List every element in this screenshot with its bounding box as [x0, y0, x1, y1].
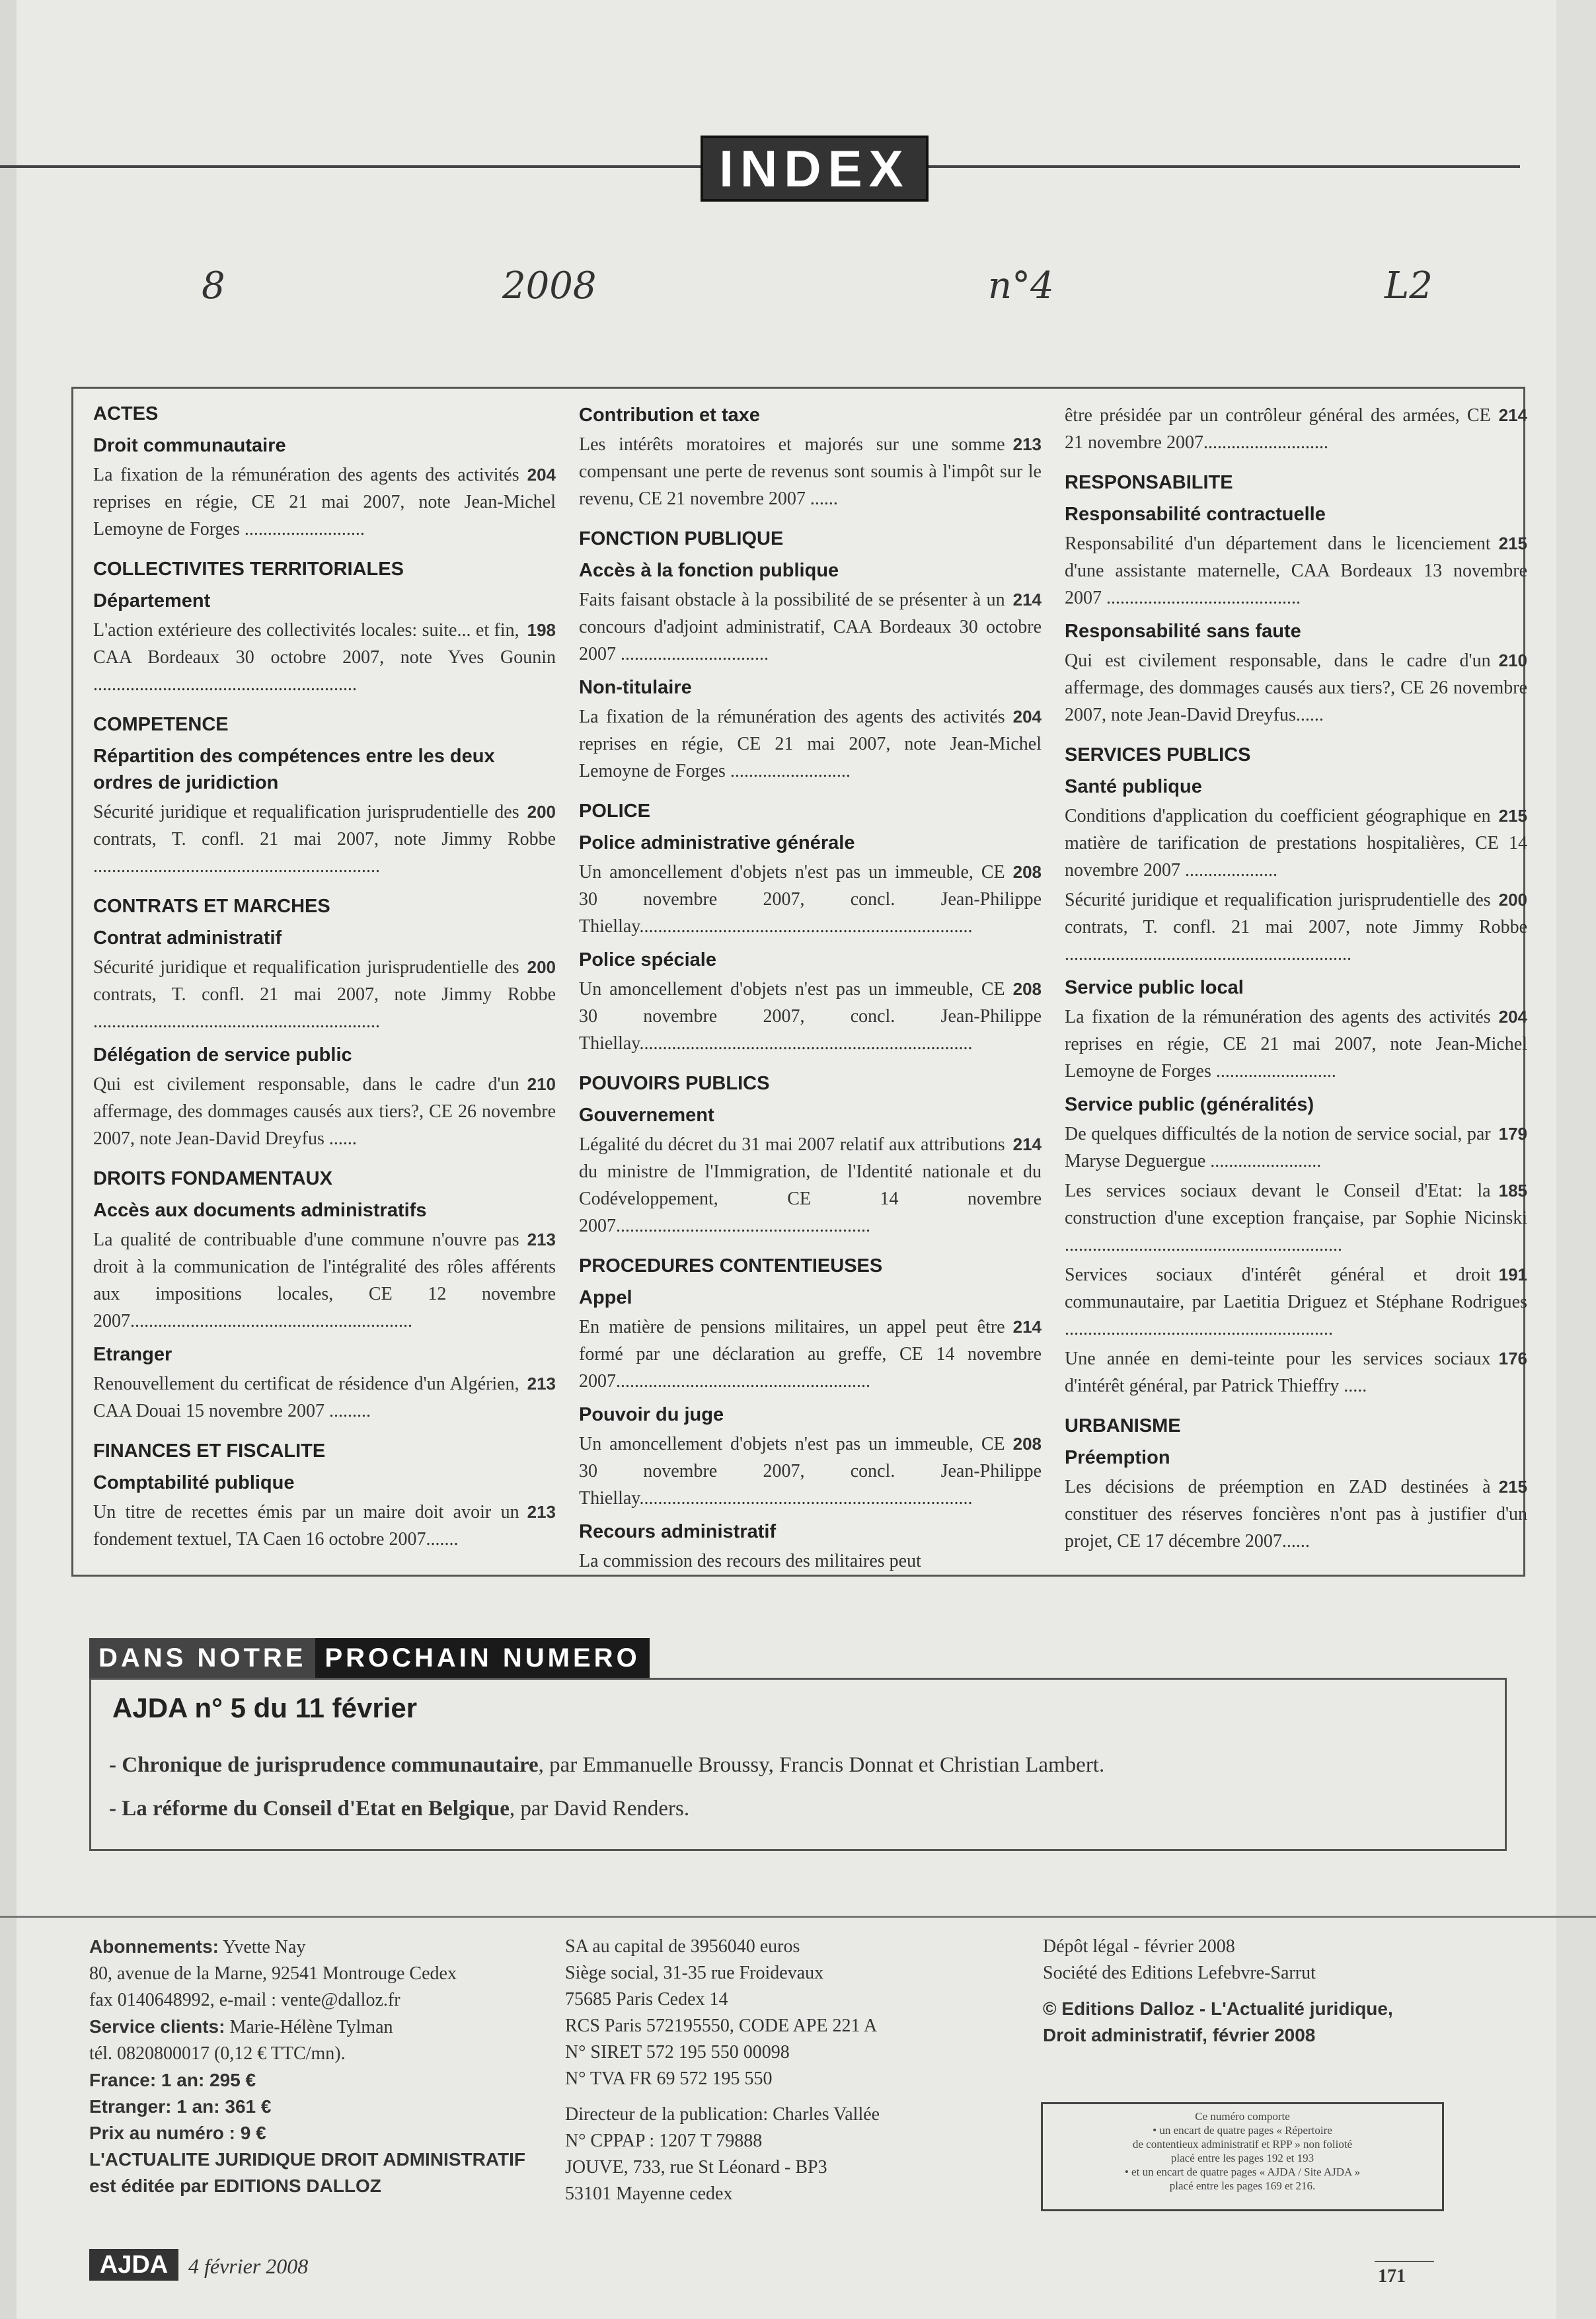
- index-entry: 213 La qualité de contribuable d'une commune n'ouvre pas droit à la communication de l'intégralité des rôles afférents aux impositions locales, CE 12 novembre 2007.............................................................: [93, 1226, 556, 1335]
- subsection-heading: Service public (généralités): [1065, 1094, 1314, 1115]
- footer-publisher-info: SA au capital de 3956040 euros Siège social, 31-35 rue Froidevaux 75685 Paris Cedex 14 RCS Paris 572195550, CODE APE 221 A N° SIRET 572 195 550 00098 N° TVA FR 69 572 195 550 Directeur de la publication: Charles Vallée N° CPPAP : 1207 T 79888 JOUVE, 733, rue St Léonard - BP3 53101 Mayenne cedex: [565, 1936, 880, 2204]
- index-entry: 176 Une année en demi-teinte pour les services sociaux d'intérêt général, par Patrick Thieffry .....: [1065, 1345, 1527, 1399]
- page-ref[interactable]: 214: [1012, 1317, 1042, 1337]
- next-issue-title: AJDA n° 5 du 11 février: [112, 1692, 418, 1723]
- next-issue-banner-part-1: DANS NOTRE: [89, 1638, 315, 1678]
- index-entry: 215 Conditions d'application du coefficient géographique en matière de tarification de prestations hospitalières, CE 14 novembre 2007 ....................: [1065, 803, 1527, 884]
- page-ref[interactable]: 208: [1012, 1434, 1042, 1454]
- section-heading: PROCEDURES CONTENTIEUSES: [579, 1255, 883, 1277]
- section-heading: CONTRATS ET MARCHES: [93, 896, 330, 917]
- index-entry: 204 La fixation de la rémunération des agents des activités reprises en régie, CE 21 mai 2007, note Jean-Michel Lemoyne de Forges ..........................: [579, 703, 1042, 785]
- section-heading: URBANISME: [1065, 1415, 1181, 1436]
- footer-subscriptions: Abonnements: Yvette Nay 80, avenue de la Marne, 92541 Montrouge Cedex fax 0140648992, e-mail : vente@dalloz.fr Service clients: Marie-Hélène Tylman tél. 0820800017 (0,12 € TTC/mn). France: 1 an: 295 € Etranger: 1 an: 361 € Prix au numéro : 9 € L'ACTUALITE JURIDIQUE DROIT ADMINISTRATIF est éditée par EDITIONS DALLOZ: [89, 1936, 525, 2196]
- index-entry: 213 Un titre de recettes émis par un maire doit avoir un fondement textuel, TA Caen 16 octobre 2007.......: [93, 1499, 556, 1553]
- subsection-heading: Pouvoir du juge: [579, 1404, 724, 1425]
- page-ref[interactable]: 213: [527, 1374, 556, 1394]
- section-heading: COMPETENCE: [93, 714, 229, 735]
- issue-date: 4 février 2008: [188, 2254, 309, 2278]
- page-ref[interactable]: 176: [1498, 1349, 1527, 1368]
- page-ref[interactable]: 215: [1498, 1477, 1527, 1497]
- handwritten-note-1: 8: [202, 264, 225, 307]
- page-ref[interactable]: 210: [527, 1074, 556, 1094]
- page-ref[interactable]: 214: [1012, 590, 1042, 609]
- subsection-heading: Département: [93, 590, 211, 611]
- subsection-heading: Répartition des compétences entre les deux ordres de juridiction: [93, 746, 495, 793]
- index-entry: 185 Les services sociaux devant le Conseil d'Etat: la construction d'une exception française, par Sophie Nicinski ............................................................: [1065, 1177, 1527, 1259]
- page-ref[interactable]: 213: [527, 1502, 556, 1522]
- index-entry: 214 En matière de pensions militaires, un appel peut être formé par une déclaration au greffe, CE 14 novembre 2007.......................................................: [579, 1314, 1042, 1395]
- subsection-heading: Appel: [579, 1287, 632, 1308]
- section-heading: RESPONSABILITE: [1065, 472, 1233, 493]
- page-gutter-shadow: [0, 0, 17, 2319]
- page-number-rule: [1375, 2261, 1434, 2262]
- next-issue-item: - Chronique de jurisprudence communautaire, par Emmanuelle Broussy, Francis Donnat et Christian Lambert.: [109, 1753, 1105, 1777]
- page-number: 171: [1378, 2266, 1406, 2287]
- page-ref[interactable]: 200: [527, 957, 556, 977]
- index-entry: 179 De quelques difficultés de la notion de service social, par Maryse Deguergue ........................: [1065, 1120, 1527, 1175]
- index-entry: 208 Un amoncellement d'objets n'est pas un immeuble, CE 30 novembre 2007, concl. Jean-Philippe Thiellay........................................................................: [579, 859, 1042, 940]
- index-entry: 200 Sécurité juridique et requalification jurisprudentielle des contrats, T. confl. 21 mai 2007, note Jimmy Robbe ..............................................................: [93, 954, 556, 1035]
- subsection-heading: Délégation de service public: [93, 1044, 352, 1066]
- index-entry: 208 Un amoncellement d'objets n'est pas un immeuble, CE 30 novembre 2007, concl. Jean-Philippe Thiellay........................................................................: [579, 1431, 1042, 1512]
- subsection-heading: Gouvernement: [579, 1105, 714, 1126]
- handwritten-note-3: n°4: [988, 264, 1054, 307]
- subsection-heading: Contrat administratif: [93, 927, 282, 949]
- page-ref[interactable]: 213: [1012, 434, 1042, 454]
- subsection-heading: Etranger: [93, 1344, 172, 1365]
- page-ref[interactable]: 204: [1012, 707, 1042, 727]
- index-entry: 208 Un amoncellement d'objets n'est pas un immeuble, CE 30 novembre 2007, concl. Jean-Philippe Thiellay........................................................................: [579, 976, 1042, 1057]
- subsection-heading: Recours administratif: [579, 1521, 777, 1542]
- page-ref[interactable]: 214: [1498, 405, 1527, 425]
- index-entry: 214 être présidée par un contrôleur général des armées, CE 21 novembre 2007...........................: [1065, 402, 1527, 456]
- index-column-3: [1065, 402, 1527, 1555]
- index-column-2: [579, 402, 1042, 1575]
- section-heading: POLICE: [579, 801, 650, 822]
- subsection-heading: Comptabilité publique: [93, 1472, 295, 1493]
- subsection-heading: Service public local: [1065, 977, 1244, 998]
- page-ref[interactable]: 200: [527, 802, 556, 822]
- section-heading: FONCTION PUBLIQUE: [579, 528, 784, 549]
- page-ref[interactable]: 179: [1498, 1124, 1527, 1144]
- footer-legal: Dépôt légal - février 2008 Société des Editions Lefebvre-Sarrut © Editions Dalloz - L'Actualité juridique, Droit administratif, février 2008: [1043, 1936, 1393, 2045]
- index-entry: 198 L'action extérieure des collectivités locales: suite... et fin, CAA Bordeaux 30 octobre 2007, note Yves Gounin .........................................................: [93, 617, 556, 698]
- section-heading: POUVOIRS PUBLICS: [579, 1073, 770, 1094]
- page-ref[interactable]: 204: [527, 465, 556, 485]
- page-ref[interactable]: 215: [1498, 533, 1527, 553]
- next-issue-item: - La réforme du Conseil d'Etat en Belgique, par David Renders.: [109, 1797, 690, 1821]
- next-issue-banner: [89, 1638, 650, 1678]
- index-entry: La commission des recours des militaires peut: [579, 1551, 921, 1571]
- subsection-heading: Préemption: [1065, 1447, 1170, 1468]
- page-ref[interactable]: 208: [1012, 979, 1042, 999]
- index-entry: 213 Renouvellement du certificat de résidence d'un Algérien, CAA Douai 15 novembre 2007 .........: [93, 1370, 556, 1425]
- index-entry: 210 Qui est civilement responsable, dans le cadre d'un affermage, des dommages causés aux tiers?, CE 26 novembre 2007, note Jean-David Dreyfus ......: [93, 1071, 556, 1152]
- section-heading: SERVICES PUBLICS: [1065, 744, 1251, 766]
- section-heading: FINANCES ET FISCALITE: [93, 1440, 326, 1462]
- page-edge: [1556, 0, 1596, 2319]
- index-entry: 214 Légalité du décret du 31 mai 2007 relatif aux attributions du ministre de l'Immigration, de l'Identité nationale et du Codéveloppement, CE 14 novembre 2007.......................................................: [579, 1131, 1042, 1239]
- ajda-logo: AJDA: [89, 2249, 178, 2281]
- subsection-heading: Droit communautaire: [93, 435, 286, 456]
- subsection-heading: Accès à la fonction publique: [579, 560, 839, 581]
- page-ref[interactable]: 200: [1498, 890, 1527, 910]
- index-entry: 210 Qui est civilement responsable, dans le cadre d'un affermage, des dommages causés aux tiers?, CE 26 novembre 2007, note Jean-David Dreyfus......: [1065, 647, 1527, 728]
- index-frame: [71, 387, 1525, 1577]
- section-heading: COLLECTIVITES TERRITORIALES: [93, 559, 404, 580]
- page-ref[interactable]: 210: [1498, 650, 1527, 670]
- handwritten-note-2: 2008: [502, 264, 597, 307]
- page-ref[interactable]: 204: [1498, 1007, 1527, 1027]
- subsection-heading: Santé publique: [1065, 776, 1202, 797]
- index-entry: 215 Responsabilité d'un département dans le licenciement d'une assistante maternelle, CAA Bordeaux 13 novembre 2007 ..........................................: [1065, 530, 1527, 611]
- subsection-heading: Accès aux documents administratifs: [93, 1200, 427, 1221]
- subsection-heading: Responsabilité sans faute: [1065, 621, 1301, 642]
- index-column-1: [93, 402, 556, 1553]
- index-entry: 191 Services sociaux d'intérêt général et droit communautaire, par Laetitia Driguez et Stéphane Rodrigues ..........................................................: [1065, 1261, 1527, 1343]
- index-entry: 204 La fixation de la rémunération des agents des activités reprises en régie, CE 21 mai 2007, note Jean-Michel Lemoyne de Forges ..........................: [1065, 1003, 1527, 1085]
- inserts-note-box: Ce numéro comporte • un encart de quatre pages « Répertoire de contentieux administratif et RPP » non folioté placé entre les pages 192 et 193 • et un encart de quatre pages « AJDA / Site AJDA » placé entre les pages 169 et 216.: [1041, 2102, 1444, 2211]
- subsection-heading: Police spéciale: [579, 949, 716, 970]
- page-title: INDEX: [701, 136, 929, 202]
- index-entry: 214 Faits faisant obstacle à la possibilité de se présenter à un concours d'adjoint administratif, CAA Bordeaux 30 octobre 2007 ................................: [579, 586, 1042, 668]
- page-ref[interactable]: 214: [1012, 1134, 1042, 1154]
- footer-rule: [0, 1916, 1596, 1918]
- index-entry: 215 Les décisions de préemption en ZAD destinées à constituer des réserves foncières n'ont pas à justifier d'un projet, CE 17 décembre 2007......: [1065, 1474, 1527, 1555]
- subsection-heading: Non-titulaire: [579, 677, 692, 698]
- page-ref[interactable]: 191: [1498, 1265, 1527, 1284]
- index-entry: 200 Sécurité juridique et requalification jurisprudentielle des contrats, T. confl. 21 mai 2007, note Jimmy Robbe ..............................................................: [93, 799, 556, 880]
- next-issue-banner-part-2: PROCHAIN NUMERO: [315, 1638, 649, 1678]
- section-heading: ACTES: [93, 403, 159, 424]
- handwritten-note-4: L2: [1385, 264, 1433, 307]
- index-entry: 200 Sécurité juridique et requalification jurisprudentielle des contrats, T. confl. 21 mai 2007, note Jimmy Robbe ..............................................................: [1065, 886, 1527, 968]
- page-ref[interactable]: 208: [1012, 862, 1042, 882]
- page-ref[interactable]: 185: [1498, 1181, 1527, 1200]
- index-entry: 204 La fixation de la rémunération des agents des activités reprises en régie, CE 21 mai 2007, note Jean-Michel Lemoyne de Forges ..........................: [93, 461, 556, 543]
- subsection-heading: Responsabilité contractuelle: [1065, 504, 1326, 525]
- subsection-heading: Contribution et taxe: [579, 405, 760, 426]
- section-heading: DROITS FONDAMENTAUX: [93, 1168, 332, 1189]
- page-ref[interactable]: 215: [1498, 806, 1527, 826]
- subsection-heading: Police administrative générale: [579, 832, 855, 853]
- page-ref[interactable]: 213: [527, 1230, 556, 1249]
- index-entry: 213 Les intérêts moratoires et majorés sur une somme compensant une perte de revenus sont soumis à l'impôt sur le revenu, CE 21 novembre 2007 ......: [579, 431, 1042, 512]
- page-ref[interactable]: 198: [527, 620, 556, 640]
